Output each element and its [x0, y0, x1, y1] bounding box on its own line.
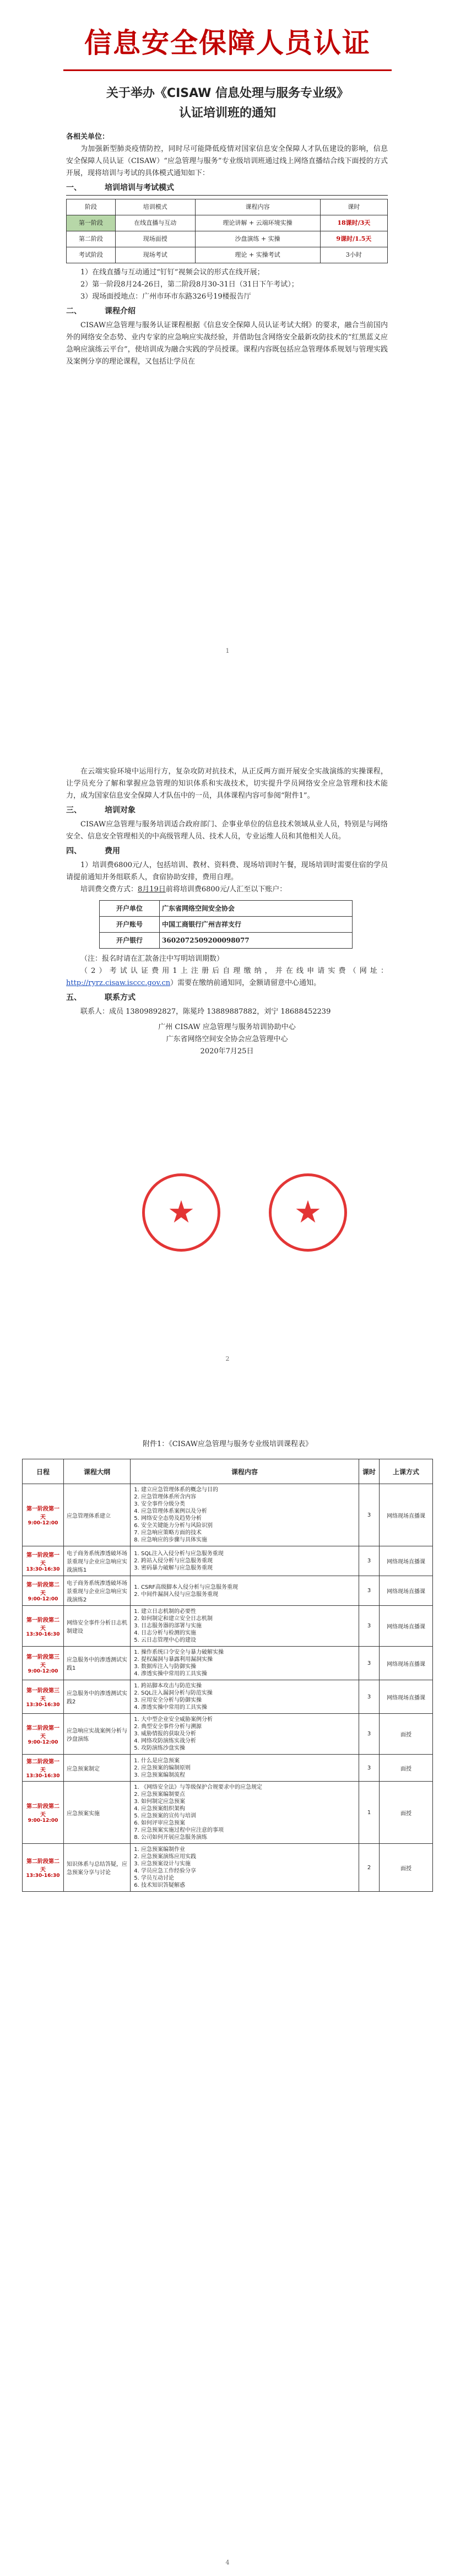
table-row: 第二阶段 现场面授 沙盘演练 + 实操 9课时/1.5天	[67, 231, 388, 247]
table-row	[23, 1647, 433, 1680]
audience-paragraph: CISAW应急管理与服务培训适合政府部门、企事业单位的信息技术领域从业人员，特别是与网络安全、信息安全管理相关的中高级管理人员、技术人员，专业运维人员和其他相关人员。	[66, 820, 388, 841]
section-3-heading: 三、 培训对象	[66, 806, 136, 815]
table-header: 阶段	[67, 199, 116, 215]
table-row	[23, 1844, 433, 1892]
note-3: 3）现场面授地点：广州市环市东路326号19楼报告厅	[80, 293, 251, 301]
list-item: 2. SQL注入漏洞分析与防范实操	[141, 1690, 356, 1697]
table-row	[23, 1680, 433, 1714]
list-item: 3. 密码暴力破解与应急服务重现	[141, 1565, 356, 1572]
list-item: 6. 技术知识答疑解惑	[141, 1882, 356, 1889]
page-number: 1	[225, 647, 230, 654]
page-2	[0, 744, 455, 1372]
schedule-content-cell	[131, 1782, 359, 1844]
list-item: 1. 建立日志机制的必要性	[141, 1608, 356, 1615]
issue-date: 2020年7月25日	[200, 1047, 254, 1056]
schedule-hours-cell: 3	[359, 1606, 380, 1647]
table-header: 课程内容	[131, 1459, 359, 1484]
schedule-mode-cell: 面授	[380, 1755, 433, 1782]
schedule-day-cell: 第一阶段第一天 13:30-16:30	[23, 1546, 64, 1576]
body-text	[66, 131, 388, 368]
list-item: 4. 应急管理体系案例以及分析	[141, 1508, 356, 1515]
list-item: 1. 建立应急管理体系的概念与目的	[141, 1486, 356, 1493]
table-row: 考试阶段 现场考试 理论 + 实操考试 3小时	[67, 247, 388, 263]
page-number: 4	[225, 2559, 230, 2566]
schedule-outline-cell: 应急响应实战案例分析与沙盘演练	[64, 1714, 131, 1755]
list-item: 2. 跨站入侵分析与应急服务重现	[141, 1557, 356, 1565]
schedule-day-cell: 第一阶段第二天 13:30-16:30	[23, 1606, 64, 1647]
table-header: 上课方式	[380, 1459, 433, 1484]
schedule-content-cell	[131, 1714, 359, 1755]
table-header: 培训模式	[116, 199, 195, 215]
schedule-outline-cell: 应急管理体系建立	[64, 1484, 131, 1546]
list-item: 2. 应急预案编制要点	[141, 1791, 356, 1798]
schedule-mode-cell: 网络现场直播课	[380, 1576, 433, 1606]
exam-fee-link[interactable]: http://ryrz.cisaw.isccc.gov.cn	[66, 979, 171, 987]
contact-line: 联系人：成员 13809892827，陈冕玲 13889887882，刘宁 18688452239	[80, 1008, 331, 1016]
official-seal-right	[269, 1173, 347, 1252]
schedule-content-cell	[131, 1606, 359, 1647]
schedule-day-cell: 第二阶段第二天 13:30-16:30	[23, 1844, 64, 1892]
course-paragraph-2: 在云端实验环境中运用行方，复杂攻防对抗技术，从正反两方面开展安全实战演练的实操课程，让学员充分了解和掌握应急管理的知识体系和实战技术，切实提升学员网络安全应急管理和技术能力，成为国家信息安全保障人才队伍中的一员，具体课程内容可参阅“附件1”。	[66, 767, 388, 800]
schedule-content-cell	[131, 1647, 359, 1680]
org-line-1: 广州 CISAW 应急管理与服务培训协助中心	[158, 1023, 296, 1031]
intro-paragraph: 为加强新型肺炎疫情防控，同时尽可能降低疫情对国家信息安全保障人才队伍建设的影响，信息安全保障人员认证（CISAW）“应急管理与服务”专业级培训班通过线上网络直播结合线下面授的方式开展，现将培训与考试的具体模式通知如下：	[66, 145, 388, 177]
schedule-mode-cell: 网络现场直播课	[380, 1546, 433, 1576]
note-2: 2）第一阶段8月24-26日，第二阶段8月30-31日（31日下午考试）；	[80, 280, 299, 289]
schedule-day-cell: 第二阶段第一天 13:30-16:30	[23, 1755, 64, 1782]
schedule-content-cell	[131, 1755, 359, 1782]
list-item: 3. 日志服务器的部署与实施	[141, 1622, 356, 1630]
list-item: 1. 应急预案编制作业	[141, 1846, 356, 1853]
schedule-hours-cell: 3	[359, 1647, 380, 1680]
table-row: 开户单位 广东省网络空间安全协会	[100, 901, 353, 917]
schedule-day-cell: 第一阶段第三天 13:30-16:30	[23, 1680, 64, 1714]
list-item: 2. 应急预案演练应用实践	[141, 1853, 356, 1860]
table-header: 课时	[359, 1459, 380, 1484]
schedule-day-cell: 第一阶段第二天 9:00-12:00	[23, 1576, 64, 1606]
schedule-day-cell: 第一阶段第一天 9:00-12:00	[23, 1484, 64, 1546]
section-4-heading: 四、 费用	[66, 847, 120, 856]
salutation: 各相关单位：	[66, 133, 110, 141]
list-item: 1. 操作系统口令安全与暴力破解实操	[141, 1649, 356, 1656]
page-1	[0, 0, 455, 661]
schedule-content-cell	[131, 1680, 359, 1714]
list-item: 8. 应急响应的步骤与具体实施	[141, 1536, 356, 1544]
schedule-outline-cell: 应急服务中的渗透测试实践2	[64, 1680, 131, 1714]
page-3	[0, 1416, 455, 2573]
schedule-mode-cell: 面授	[380, 1714, 433, 1755]
table-row	[23, 1755, 433, 1782]
list-item: 6. 安全关键能力分析与风险识别	[141, 1522, 356, 1529]
schedule-hours-cell: 3	[359, 1484, 380, 1546]
table-header: 课时	[320, 199, 387, 215]
table-header: 课程大纲	[64, 1459, 131, 1484]
list-item: 2. 如何制定和建立安全日志机制	[141, 1615, 356, 1622]
list-item: 6. 如何评审应急预案	[141, 1820, 356, 1827]
schedule-hours-cell: 3	[359, 1546, 380, 1576]
schedule-mode-cell: 网络现场直播课	[380, 1484, 433, 1546]
list-item: 3. 应急预案编制流程	[141, 1772, 356, 1779]
schedule-hours-cell: 3	[359, 1755, 380, 1782]
fee-paragraph: 1）培训费6800元/人，包括培训、教材、资料费、现场培训时午餐，现场培训时需要住宿的学员请提前通知并务组联系人，食宿协助安排，费用自理。	[66, 861, 388, 881]
table-row	[23, 1484, 433, 1546]
table-row: 开户账号 中国工商银行广州吉祥支行	[100, 917, 353, 933]
schedule-outline-cell: 网络安全事件分析日志机制建设	[64, 1606, 131, 1647]
bank-account-table	[99, 900, 353, 949]
fee-payment-paragraph: 培训费交费方式：8月19日前将培训费6800元/人汇至以下账户：	[80, 885, 287, 894]
section-1-heading: 一、 培训培训与考试模式	[66, 182, 388, 196]
list-item: 2. 典型安全事件分析与溯源	[141, 1723, 356, 1730]
table-row	[23, 1782, 433, 1844]
list-item: 7. 应急响应策略方面的技术	[141, 1529, 356, 1536]
schedule-mode-cell: 网络现场直播课	[380, 1647, 433, 1680]
list-item: 2. 应急管理体系所含内容	[141, 1493, 356, 1501]
schedule-outline-cell: 电子商务系统渗透破坏场景重现与企业应急响应实战演练1	[64, 1546, 131, 1576]
table-row	[23, 1606, 433, 1647]
list-item: 3. 威胁情报的获取及分析	[141, 1730, 356, 1738]
list-item: 5. 攻防演练沙盘实操	[141, 1745, 356, 1752]
schedule-mode-cell: 面授	[380, 1844, 433, 1892]
schedule-day-cell: 第一阶段第三天 9:00-12:00	[23, 1647, 64, 1680]
list-item: 4. 学员应急工作经验分享	[141, 1868, 356, 1875]
list-item: 1. SQL注入入侵分析与应急服务重现	[141, 1550, 356, 1557]
table-row: 开户银行 3602072509200098077	[100, 933, 353, 949]
list-item: 3. 数据库注入与防御实操	[141, 1663, 356, 1670]
list-item: 4. 网络攻防演练实战分析	[141, 1738, 356, 1745]
schedule-mode-cell: 网络现场直播课	[380, 1606, 433, 1647]
table-row: 第一阶段 在线直播与互动 理论讲解 + 云端环境实操 18课时/3天	[67, 215, 388, 231]
list-item: 5. 云日志管理中心的建设	[141, 1637, 356, 1644]
training-mode-table	[66, 199, 388, 263]
list-item: 1. 跨站脚本攻击与防范实操	[141, 1682, 356, 1690]
bank-note: （注：报名时请在汇款备注中写明培训期数）	[80, 955, 224, 963]
list-item: 5. 网络安全态势及趋势分析	[141, 1515, 356, 1522]
section-5-heading: 五、 联系方式	[66, 993, 136, 1002]
schedule-day-cell: 第二阶段第二天 9:00-12:00	[23, 1782, 64, 1844]
schedule-hours-cell: 1	[359, 1782, 380, 1844]
list-item: 3. 应急预案设计与实施	[141, 1860, 356, 1868]
schedule-content-cell	[131, 1546, 359, 1576]
schedule-content-cell	[131, 1844, 359, 1892]
schedule-outline-cell: 应急预案实施	[64, 1782, 131, 1844]
table-row	[23, 1546, 433, 1576]
list-item: 1. 大中型企业安全威胁案例分析	[141, 1716, 356, 1723]
list-item: 1. 什么是应急预案	[141, 1757, 356, 1765]
schedule-hours-cell: 3	[359, 1680, 380, 1714]
banner-divider	[63, 69, 392, 71]
seal-star-icon: ★	[294, 1194, 322, 1230]
list-item: 8. 公司如何开展应急服务演练	[141, 1834, 356, 1841]
schedule-day-cell: 第二阶段第一天 9:00-12:00	[23, 1714, 64, 1755]
schedule-mode-cell: 网络现场直播课	[380, 1680, 433, 1714]
list-item: 4. 渗透实操中常用的工具实操	[141, 1670, 356, 1677]
list-item: 3. 如何制定应急预案	[141, 1798, 356, 1805]
body-text	[66, 766, 388, 1058]
list-item: 4. 渗透实操中常用的工具实操	[141, 1704, 356, 1711]
list-item: 1. 《网络安全法》与等级保护合规要求中的应急规定	[141, 1784, 356, 1791]
schedule-outline-cell: 应急预案制定	[64, 1755, 131, 1782]
page-number: 2	[225, 1355, 230, 1362]
list-item: 3. 安全事件分级分类	[141, 1501, 356, 1508]
schedule-content-cell	[131, 1576, 359, 1606]
table-row	[23, 1714, 433, 1755]
list-item: 2. 提权漏洞与暴露利用漏洞实操	[141, 1656, 356, 1663]
official-seal-left	[142, 1173, 220, 1252]
table-header: 课程内容	[195, 199, 320, 215]
list-item: 3. 应用安全分析与防御实操	[141, 1697, 356, 1704]
list-item: 5. 学员互动讨论	[141, 1875, 356, 1882]
list-item: 4. 日志分析与检测的实施	[141, 1630, 356, 1637]
schedule-outline-cell: 电子商务系统渗透破坏场景重现与企业应急响应实战演练2	[64, 1576, 131, 1606]
list-item: 2. 应急预案的编制原则	[141, 1765, 356, 1772]
title-line-1: 关于举办《CISAW 信息处理与服务专业级》	[106, 86, 349, 100]
schedule-mode-cell: 面授	[380, 1782, 433, 1844]
exam-fee-paragraph: （2）考试认证费用1上注册后自理缴纳，并在线申请实费（网址：http://ryrz.cisaw.isccc.gov.cn）需要在缴纳前通知同，金额请留意中心通知。	[66, 967, 388, 987]
title-line-2: 认证培训班的通知	[178, 106, 276, 120]
list-item: 5. 应急预案的宣传与培训	[141, 1812, 356, 1820]
list-item: 4. 应急预案组织架构	[141, 1805, 356, 1812]
schedule-hours-cell: 3	[359, 1576, 380, 1606]
note-1: 1）在线直播与互动通过“钉钉”视频会议的形式在线开展；	[80, 268, 264, 277]
banner-title: 信息安全保障人员认证	[84, 27, 371, 59]
schedule-hours-cell: 2	[359, 1844, 380, 1892]
document-title	[50, 84, 405, 123]
org-line-2: 广东省网络空间安全协会应急管理中心	[166, 1035, 288, 1043]
schedule-hours-cell: 3	[359, 1714, 380, 1755]
course-schedule-table	[22, 1459, 433, 1892]
schedule-outline-cell: 知识体系与总结答疑，应急预案分享与讨论	[64, 1844, 131, 1892]
section-2-heading: 二、 课程介绍	[66, 307, 136, 316]
list-item: 1. CSRF高级脚本入侵分析与应急服务重现	[141, 1584, 356, 1591]
seal-star-icon: ★	[167, 1194, 196, 1230]
table-row	[23, 1576, 433, 1606]
schedule-content-cell	[131, 1484, 359, 1546]
schedule-outline-cell: 应急服务中的渗透测试实践1	[64, 1647, 131, 1680]
appendix-title: 附件1：《CISAW应急管理与服务专业级培训课程表》	[143, 1440, 312, 1448]
table-header: 日程	[23, 1459, 64, 1484]
course-paragraph-1: CISAW应急管理与服务认证课程根据《信息安全保障人员认证考试大纲》的要求，融合当前国内外的网络安全态势、业内专家的应急响应实战经验，并借助包含网络安全最新攻防技术的“红黑蓝义应急响应演练云平台”，使培训成为融合实践的学员授课。课程内容既包括应急管理体系规划与管理实践及案例分享的理论课程，又包括让学员在	[66, 321, 388, 366]
list-item: 7. 应急预案实施过程中应注意的事项	[141, 1827, 356, 1834]
list-item: 2. 中间件漏洞入侵与应急服务重现	[141, 1591, 356, 1598]
